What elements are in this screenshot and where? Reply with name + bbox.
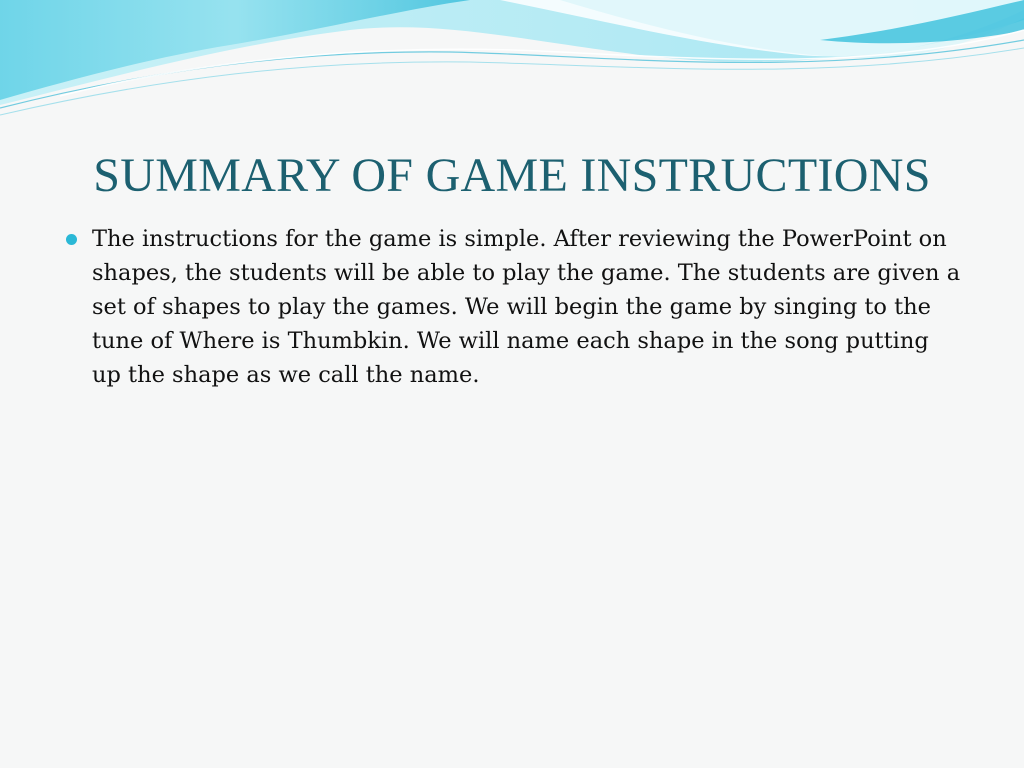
circle-bullet-icon xyxy=(66,234,77,245)
slide-title: SUMMARY OF GAME INSTRUCTIONS xyxy=(93,149,931,202)
list-item xyxy=(60,222,960,392)
bullet-text: The instructions for the game is simple. After reviewing the PowerPoint on shapes, the students will be able to play the game. The students are given a set of shapes to play the games. We will begin the game by singing to the tune of Where is Thumbkin. We will name each shape in the song putting up the shape as we call the name. xyxy=(92,226,961,388)
wave-header-decoration xyxy=(0,0,1024,130)
bullet-list xyxy=(60,222,960,392)
